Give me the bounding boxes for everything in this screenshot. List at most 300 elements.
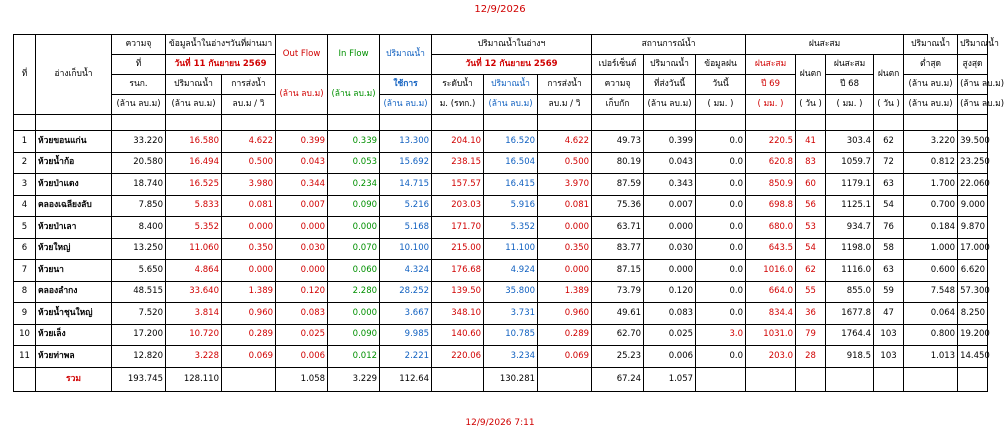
header-usable: ปริมาณน้ำ <box>380 35 432 75</box>
cell-min-volume: 0.700 <box>904 195 958 217</box>
cell-water-level: 176.68 <box>432 260 484 282</box>
header-capacity-2: ที่ <box>112 55 166 75</box>
cell-water-level: 139.50 <box>432 281 484 303</box>
cell-accum-rain-68: 1179.1 <box>826 174 874 196</box>
total-curr-volume: 130.281 <box>484 367 538 391</box>
header-max-3: (ล้าน ลบ.ม) <box>958 75 988 95</box>
cell-reservoir-name: ห้วยน้ำก้อ <box>36 152 112 174</box>
cell-prev-volume: 16.525 <box>166 174 222 196</box>
cell-row-no: 3 <box>14 174 36 196</box>
cell-rain-today: 0.0 <box>696 174 746 196</box>
header-prev-volume-unit: (ล้าน ลบ.ม) <box>166 95 222 115</box>
cell-min-volume: 0.600 <box>904 260 958 282</box>
cell-min-volume: 0.064 <box>904 303 958 325</box>
cell-max-volume: 9.000 <box>958 195 988 217</box>
cell-prev-release: 4.622 <box>222 131 276 153</box>
cell-accum-rain-69: 203.0 <box>746 346 796 368</box>
cell-rain-days-68: 103 <box>874 346 904 368</box>
header-status-group: สถานการณ์น้ำ <box>592 35 746 55</box>
header-curr-volume-unit: (ล้าน ลบ.ม) <box>484 95 538 115</box>
cell-reservoir-name: ห้วยขอนแก่น <box>36 131 112 153</box>
total-sent: 1.057 <box>644 367 696 391</box>
cell-inflow: 0.090 <box>328 324 380 346</box>
cell-max-volume: 23.250 <box>958 152 988 174</box>
cell-rain-days-68: 59 <box>874 281 904 303</box>
cell-accum-rain-69: 643.5 <box>746 238 796 260</box>
cell-max-volume: 8.250 <box>958 303 988 325</box>
cell-rain-days-69: 83 <box>796 152 826 174</box>
cell-inflow: 0.070 <box>328 238 380 260</box>
cell-min-volume: 3.220 <box>904 131 958 153</box>
cell-reservoir-name: ห้วยนา <box>36 260 112 282</box>
cell-prev-volume: 3.228 <box>166 346 222 368</box>
cell-percent-capacity: 49.73 <box>592 131 644 153</box>
cell-curr-volume: 5.352 <box>484 217 538 239</box>
cell-max-volume: 14.450 <box>958 346 988 368</box>
total-label: รวม <box>36 367 112 391</box>
timestamp: 12/9/2026 7:11 <box>465 418 535 428</box>
header-usable-unit: (ล้าน ลบ.ม) <box>380 95 432 115</box>
cell-rain-days-69: 54 <box>796 238 826 260</box>
cell-percent-capacity: 25.23 <box>592 346 644 368</box>
cell-min-volume: 7.548 <box>904 281 958 303</box>
header-rain-1: ข้อมูลฝน <box>696 55 746 75</box>
cell-sent-today: 0.030 <box>644 238 696 260</box>
cell-curr-volume: 35.800 <box>484 281 538 303</box>
cell-row-no: 11 <box>14 346 36 368</box>
header-prev-release: การส่งน้ำ <box>222 75 276 95</box>
cell-accum-rain-68: 1677.8 <box>826 303 874 325</box>
cell-capacity: 5.650 <box>112 260 166 282</box>
header-prev-volume: ปริมาณน้ำ <box>166 75 222 95</box>
cell-rain-days-69: 53 <box>796 217 826 239</box>
table-row <box>14 131 988 153</box>
cell-rain-days-68: 62 <box>874 131 904 153</box>
cell-usable-volume: 4.324 <box>380 260 432 282</box>
cell-curr-release: 0.289 <box>538 324 592 346</box>
cell-reservoir-name: คลองลำกง <box>36 281 112 303</box>
header-prev-release-unit: ลบ.ม / วิ <box>222 95 276 115</box>
cell-outflow: 0.083 <box>276 303 328 325</box>
report-date: 12/9/2026 <box>474 4 526 15</box>
header-sent-1: ปริมาณน้ำ <box>644 55 696 75</box>
total-usable: 112.64 <box>380 367 432 391</box>
cell-curr-volume: 4.924 <box>484 260 538 282</box>
cell-water-level: 203.03 <box>432 195 484 217</box>
cell-curr-release: 0.000 <box>538 260 592 282</box>
cell-accum-rain-69: 850.9 <box>746 174 796 196</box>
cell-curr-release: 0.960 <box>538 303 592 325</box>
header-rain-2: วันนี้ <box>696 75 746 95</box>
header-days68-2: ( วัน ) <box>874 95 904 115</box>
cell-rain-today: 0.0 <box>696 260 746 282</box>
cell-water-level: 157.57 <box>432 174 484 196</box>
cell-sent-today: 0.120 <box>644 281 696 303</box>
header-curr-group: ปริมาณน้ำในอ่างฯ <box>432 35 592 55</box>
cell-usable-volume: 3.667 <box>380 303 432 325</box>
header-capacity-1: ความจุ <box>112 35 166 55</box>
total-outflow: 1.058 <box>276 367 328 391</box>
cell-rain-days-69: 56 <box>796 195 826 217</box>
cell-outflow: 0.120 <box>276 281 328 303</box>
cell-curr-volume: 16.504 <box>484 152 538 174</box>
cell-rain-today: 0.0 <box>696 346 746 368</box>
cell-rain-days-69: 79 <box>796 324 826 346</box>
header-outflow-unit: (ล้าน ลบ.ม) <box>276 75 328 115</box>
cell-inflow: 0.053 <box>328 152 380 174</box>
cell-accum-rain-69: 620.8 <box>746 152 796 174</box>
cell-accum-rain-69: 698.8 <box>746 195 796 217</box>
header-curr-release-unit: ลบ.ม / วิ <box>538 95 592 115</box>
cell-curr-release: 0.069 <box>538 346 592 368</box>
header-min-1: ปริมาณน้ำ <box>904 35 958 55</box>
cell-accum-rain-68: 1116.0 <box>826 260 874 282</box>
cell-rain-days-69: 28 <box>796 346 826 368</box>
cell-accum-rain-69: 220.5 <box>746 131 796 153</box>
header-capacity-4: (ล้าน ลบ.ม) <box>112 95 166 115</box>
cell-sent-today: 0.006 <box>644 346 696 368</box>
header-acc69-3: ( มม. ) <box>746 95 796 115</box>
cell-row-no: 6 <box>14 238 36 260</box>
header-rain-3: ( มม. ) <box>696 95 746 115</box>
header-curr-release: การส่งน้ำ <box>538 75 592 95</box>
cell-row-no: 8 <box>14 281 36 303</box>
cell-usable-volume: 10.100 <box>380 238 432 260</box>
cell-reservoir-name: ห้วยน้ำชุนใหญ่ <box>36 303 112 325</box>
cell-curr-volume: 11.100 <box>484 238 538 260</box>
cell-inflow: 0.339 <box>328 131 380 153</box>
cell-row-no: 1 <box>14 131 36 153</box>
cell-row-no: 2 <box>14 152 36 174</box>
cell-max-volume: 19.200 <box>958 324 988 346</box>
cell-usable-volume: 28.252 <box>380 281 432 303</box>
cell-reservoir-name: ห้วยป่าเลา <box>36 217 112 239</box>
table-row <box>14 346 988 368</box>
cell-water-level: 204.10 <box>432 131 484 153</box>
cell-sent-today: 0.083 <box>644 303 696 325</box>
cell-max-volume: 39.500 <box>958 131 988 153</box>
cell-accum-rain-69: 1016.0 <box>746 260 796 282</box>
cell-percent-capacity: 75.36 <box>592 195 644 217</box>
cell-accum-rain-68: 918.5 <box>826 346 874 368</box>
cell-rain-today: 0.0 <box>696 195 746 217</box>
header-acc69-2: ปี 69 <box>746 75 796 95</box>
cell-reservoir-name: ห้วยท่าพล <box>36 346 112 368</box>
table-row <box>14 260 988 282</box>
cell-capacity: 33.220 <box>112 131 166 153</box>
cell-prev-volume: 4.864 <box>166 260 222 282</box>
cell-rain-today: 0.0 <box>696 303 746 325</box>
cell-accum-rain-68: 303.4 <box>826 131 874 153</box>
cell-rain-today: 0.0 <box>696 152 746 174</box>
header-sent-3: (ล้าน ลบ.ม) <box>644 95 696 115</box>
cell-reservoir-name: ห้วยเล็ง <box>36 324 112 346</box>
header-min-3: (ล้าน ลบ.ม) <box>904 75 958 95</box>
cell-sent-today: 0.000 <box>644 260 696 282</box>
cell-inflow: 0.000 <box>328 217 380 239</box>
cell-rain-days-68: 103 <box>874 324 904 346</box>
header-prev-group: ข้อมูลน้ำในอ่างฯวันที่ผ่านมา <box>166 35 276 55</box>
cell-accum-rain-69: 680.0 <box>746 217 796 239</box>
header-inflow-unit: (ล้าน ลบ.ม) <box>328 75 380 115</box>
cell-curr-release: 0.350 <box>538 238 592 260</box>
header-reservoir: อ่างเก็บน้ำ <box>36 35 112 115</box>
header-acc68-2: ปี 68 <box>826 75 874 95</box>
cell-reservoir-name: ห้วยป่าแดง <box>36 174 112 196</box>
table-row <box>14 303 988 325</box>
cell-min-volume: 1.700 <box>904 174 958 196</box>
cell-sent-today: 0.007 <box>644 195 696 217</box>
cell-rain-days-68: 63 <box>874 260 904 282</box>
cell-max-volume: 17.000 <box>958 238 988 260</box>
cell-water-level: 215.00 <box>432 238 484 260</box>
cell-water-level: 140.60 <box>432 324 484 346</box>
cell-percent-capacity: 73.79 <box>592 281 644 303</box>
cell-outflow: 0.399 <box>276 131 328 153</box>
cell-usable-volume: 5.216 <box>380 195 432 217</box>
cell-prev-release: 3.980 <box>222 174 276 196</box>
cell-curr-volume: 3.234 <box>484 346 538 368</box>
cell-outflow: 0.000 <box>276 217 328 239</box>
cell-prev-release: 0.960 <box>222 303 276 325</box>
total-inflow: 3.229 <box>328 367 380 391</box>
cell-curr-release: 4.622 <box>538 131 592 153</box>
table-row <box>14 217 988 239</box>
cell-usable-volume: 2.221 <box>380 346 432 368</box>
cell-sent-today: 0.399 <box>644 131 696 153</box>
table-row <box>14 281 988 303</box>
cell-row-no: 10 <box>14 324 36 346</box>
cell-min-volume: 1.013 <box>904 346 958 368</box>
cell-prev-volume: 16.494 <box>166 152 222 174</box>
cell-curr-volume: 16.520 <box>484 131 538 153</box>
cell-capacity: 12.820 <box>112 346 166 368</box>
cell-rain-today: 3.0 <box>696 324 746 346</box>
cell-inflow: 0.012 <box>328 346 380 368</box>
cell-curr-volume: 10.785 <box>484 324 538 346</box>
cell-rain-days-68: 54 <box>874 195 904 217</box>
cell-percent-capacity: 87.59 <box>592 174 644 196</box>
cell-max-volume: 22.060 <box>958 174 988 196</box>
cell-row-no: 7 <box>14 260 36 282</box>
cell-accum-rain-69: 1031.0 <box>746 324 796 346</box>
cell-outflow: 0.030 <box>276 238 328 260</box>
cell-curr-release: 3.970 <box>538 174 592 196</box>
cell-prev-volume: 3.814 <box>166 303 222 325</box>
cell-sent-today: 0.000 <box>644 217 696 239</box>
cell-rain-days-69: 60 <box>796 174 826 196</box>
cell-capacity: 7.520 <box>112 303 166 325</box>
cell-max-volume: 57.300 <box>958 281 988 303</box>
header-days68-1: ฝนตก <box>874 55 904 95</box>
cell-outflow: 0.043 <box>276 152 328 174</box>
cell-prev-release: 0.000 <box>222 260 276 282</box>
cell-row-no: 4 <box>14 195 36 217</box>
cell-rain-days-69: 41 <box>796 131 826 153</box>
cell-min-volume: 1.000 <box>904 238 958 260</box>
header-outflow: Out Flow <box>276 35 328 75</box>
cell-usable-volume: 9.985 <box>380 324 432 346</box>
reservoir-table <box>13 34 1004 392</box>
blank-row <box>14 115 988 131</box>
cell-rain-today: 0.0 <box>696 238 746 260</box>
header-days69-2: ( วัน ) <box>796 95 826 115</box>
header-min-4: (ล้าน ลบ.ม) <box>904 95 958 115</box>
cell-usable-volume: 13.300 <box>380 131 432 153</box>
cell-prev-release: 0.350 <box>222 238 276 260</box>
cell-percent-capacity: 87.15 <box>592 260 644 282</box>
cell-water-level: 220.06 <box>432 346 484 368</box>
cell-row-no: 5 <box>14 217 36 239</box>
cell-curr-volume: 16.415 <box>484 174 538 196</box>
cell-rain-days-69: 62 <box>796 260 826 282</box>
cell-inflow: 0.090 <box>328 195 380 217</box>
cell-percent-capacity: 80.19 <box>592 152 644 174</box>
cell-water-level: 171.70 <box>432 217 484 239</box>
header-max-2: สูงสุด <box>958 55 988 75</box>
cell-rain-days-69: 55 <box>796 281 826 303</box>
cell-max-volume: 9.870 <box>958 217 988 239</box>
cell-outflow: 0.025 <box>276 324 328 346</box>
cell-curr-release: 0.000 <box>538 217 592 239</box>
cell-accum-rain-68: 1125.1 <box>826 195 874 217</box>
header-curr-date: วันที่ 12 กันยายน 2569 <box>432 55 592 75</box>
cell-min-volume: 0.800 <box>904 324 958 346</box>
cell-rain-days-68: 58 <box>874 238 904 260</box>
cell-percent-capacity: 63.71 <box>592 217 644 239</box>
cell-prev-release: 0.069 <box>222 346 276 368</box>
cell-water-level: 238.15 <box>432 152 484 174</box>
cell-prev-release: 1.389 <box>222 281 276 303</box>
cell-reservoir-name: ห้วยใหญ่ <box>36 238 112 260</box>
cell-min-volume: 0.184 <box>904 217 958 239</box>
cell-inflow: 0.000 <box>328 303 380 325</box>
cell-rain-today: 0.0 <box>696 131 746 153</box>
cell-water-level: 348.10 <box>432 303 484 325</box>
cell-inflow: 0.234 <box>328 174 380 196</box>
cell-prev-volume: 5.833 <box>166 195 222 217</box>
header-max-4: (ล้าน ลบ.ม) <box>958 95 988 115</box>
header-curr-volume: ปริมาณน้ำ <box>484 75 538 95</box>
header-acc68-1: ฝนสะสม <box>826 55 874 75</box>
cell-usable-volume: 15.692 <box>380 152 432 174</box>
cell-capacity: 17.200 <box>112 324 166 346</box>
cell-outflow: 0.007 <box>276 195 328 217</box>
header-percent-3: เก็บกัก <box>592 95 644 115</box>
header-percent-2: ความจุ <box>592 75 644 95</box>
cell-prev-release: 0.500 <box>222 152 276 174</box>
table-row <box>14 195 988 217</box>
cell-outflow: 0.006 <box>276 346 328 368</box>
cell-sent-today: 0.025 <box>644 324 696 346</box>
cell-curr-volume: 5.916 <box>484 195 538 217</box>
cell-rain-today: 0.0 <box>696 281 746 303</box>
table-row <box>14 152 988 174</box>
cell-rain-days-68: 72 <box>874 152 904 174</box>
header-inflow: In Flow <box>328 35 380 75</box>
header-accum-group: ฝนสะสม <box>746 35 904 55</box>
cell-capacity: 18.740 <box>112 174 166 196</box>
cell-curr-release: 0.081 <box>538 195 592 217</box>
cell-percent-capacity: 83.77 <box>592 238 644 260</box>
header-no: ที่ <box>14 35 36 115</box>
cell-sent-today: 0.343 <box>644 174 696 196</box>
header-level: ระดับน้ำ <box>432 75 484 95</box>
cell-prev-volume: 5.352 <box>166 217 222 239</box>
header-min-2: ต่ำสุด <box>904 55 958 75</box>
cell-capacity: 8.400 <box>112 217 166 239</box>
cell-prev-volume: 10.720 <box>166 324 222 346</box>
cell-rain-today: 0.0 <box>696 217 746 239</box>
cell-min-volume: 0.812 <box>904 152 958 174</box>
cell-rain-days-68: 47 <box>874 303 904 325</box>
cell-usable-volume: 14.715 <box>380 174 432 196</box>
cell-prev-volume: 33.640 <box>166 281 222 303</box>
cell-capacity: 48.515 <box>112 281 166 303</box>
total-prev-volume: 128.110 <box>166 367 222 391</box>
cell-max-volume: 6.620 <box>958 260 988 282</box>
cell-prev-volume: 11.060 <box>166 238 222 260</box>
cell-accum-rain-68: 855.0 <box>826 281 874 303</box>
cell-accum-rain-68: 1198.0 <box>826 238 874 260</box>
cell-curr-release: 1.389 <box>538 281 592 303</box>
cell-outflow: 0.000 <box>276 260 328 282</box>
table-row <box>14 324 988 346</box>
cell-rain-days-68: 76 <box>874 217 904 239</box>
header-usable-2: ใช้การ <box>380 75 432 95</box>
cell-curr-release: 0.500 <box>538 152 592 174</box>
cell-row-no: 9 <box>14 303 36 325</box>
cell-accum-rain-68: 1059.7 <box>826 152 874 174</box>
cell-inflow: 0.060 <box>328 260 380 282</box>
header-capacity-3: รนก. <box>112 75 166 95</box>
cell-capacity: 7.850 <box>112 195 166 217</box>
header-percent-1: เปอร์เซ็นต์ <box>592 55 644 75</box>
cell-percent-capacity: 62.70 <box>592 324 644 346</box>
total-row <box>14 367 988 391</box>
cell-reservoir-name: คลองเฉลียงลับ <box>36 195 112 217</box>
header-days69-1: ฝนตก <box>796 55 826 95</box>
cell-accum-rain-69: 834.4 <box>746 303 796 325</box>
cell-rain-days-68: 63 <box>874 174 904 196</box>
cell-accum-rain-68: 934.7 <box>826 217 874 239</box>
cell-percent-capacity: 49.61 <box>592 303 644 325</box>
cell-curr-volume: 3.731 <box>484 303 538 325</box>
header-prev-date: วันที่ 11 กันยายน 2569 <box>166 55 276 75</box>
cell-sent-today: 0.043 <box>644 152 696 174</box>
cell-usable-volume: 5.168 <box>380 217 432 239</box>
cell-capacity: 13.250 <box>112 238 166 260</box>
cell-outflow: 0.344 <box>276 174 328 196</box>
table-row <box>14 174 988 196</box>
total-capacity: 193.745 <box>112 367 166 391</box>
cell-inflow: 2.280 <box>328 281 380 303</box>
cell-prev-volume: 16.580 <box>166 131 222 153</box>
cell-prev-release: 0.289 <box>222 324 276 346</box>
cell-prev-release: 0.081 <box>222 195 276 217</box>
header-level-unit: ม. (รทก.) <box>432 95 484 115</box>
cell-accum-rain-68: 1764.4 <box>826 324 874 346</box>
header-max-1: ปริมาณน้ำ <box>958 35 988 55</box>
table-row <box>14 238 988 260</box>
header-acc68-3: ( มม. ) <box>826 95 874 115</box>
cell-rain-days-69: 36 <box>796 303 826 325</box>
header-acc69-1: ฝนสะสม <box>746 55 796 75</box>
cell-prev-release: 0.000 <box>222 217 276 239</box>
cell-capacity: 20.580 <box>112 152 166 174</box>
header-sent-2: ที่ส่งวันนี้ <box>644 75 696 95</box>
total-percent: 67.24 <box>592 367 644 391</box>
